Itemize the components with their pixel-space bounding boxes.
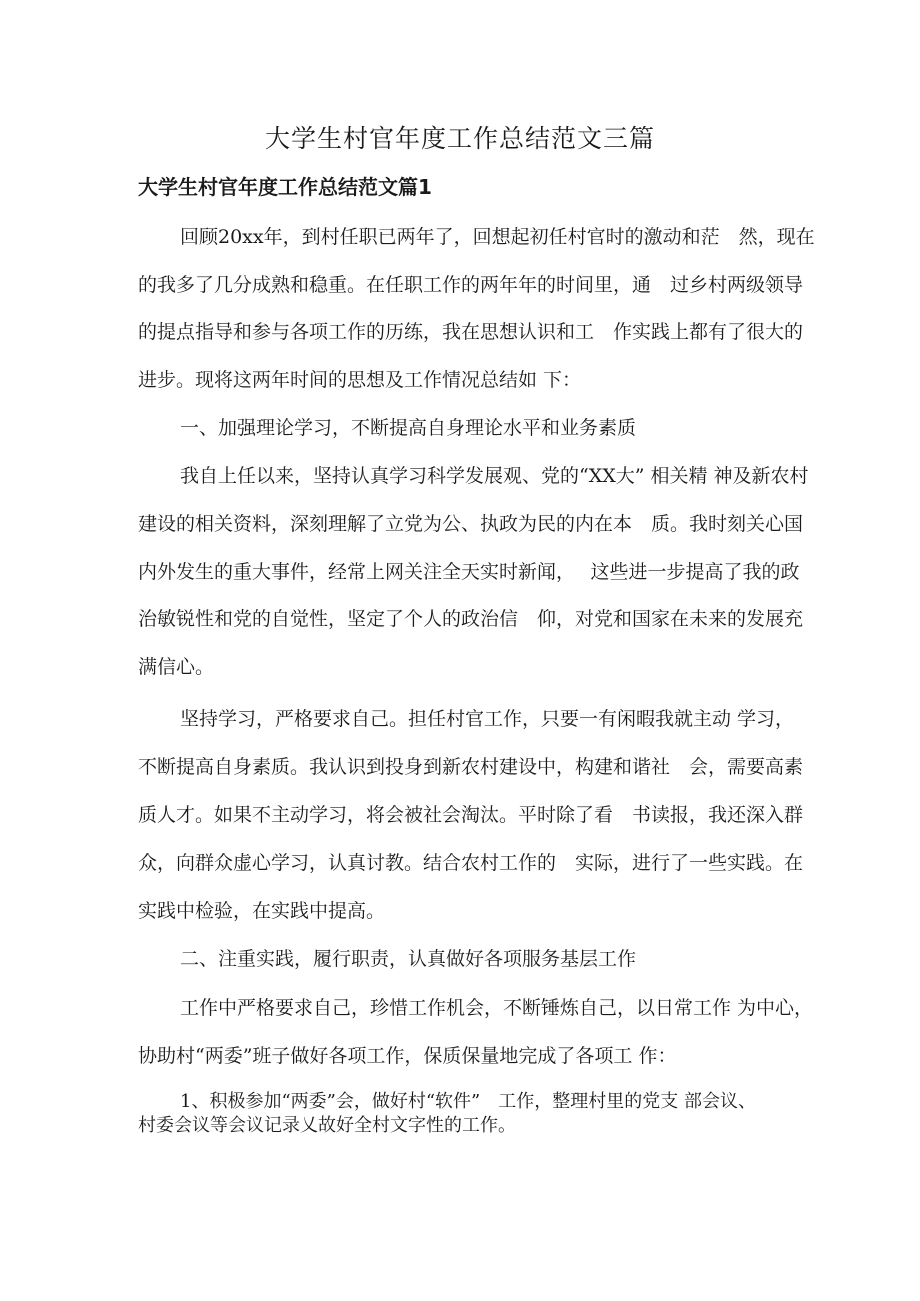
paragraph-line: 回顾20xx年，到村任职已两年了，回想起初任村官时的激动和茫 然，现在 (180, 226, 815, 248)
paragraph-line: 满信心。 (138, 656, 215, 678)
paragraph-line: 1、积极参加“两委”会，做好村“软件” 工作，整理村里的党支 部会议、 (180, 1091, 756, 1112)
paragraph-line: 村委会议等会议记录乂故好全村文字性的工作。 (138, 1115, 516, 1136)
document-title: 大学生村官年度工作总结范文三篇 (264, 124, 655, 153)
paragraph-line: 协助村“两委”班子做好各项工作，保质保量地完成了各项工 作： (138, 1045, 677, 1067)
subsection-heading: 二、注重实践，履行职责，认真做好各项服务基层工作 (180, 948, 637, 970)
paragraph-line: 我自上任以来，坚持认真学习科学发展观、党的“XX大” 相关精 神及新农村 (180, 465, 809, 487)
paragraph-line: 实践中检验，在实践中提高。 (138, 900, 386, 922)
paragraph-line: 不断提高自身素质。我认识到投身到新农村建设中，构建和谐社 会，需要高素 (138, 756, 804, 778)
paragraph-line: 内外发生的重大事件，经常上网关注全天实时新闻， 这些进一步提高了我的政 (138, 561, 800, 583)
paragraph-line: 的提点指导和参与各项工作的历练，我在思想认识和工 作实践上都有了很大的 (138, 321, 804, 343)
subsection-heading: 一、加强理论学习，不断提高自身理论水平和业务素质 (180, 417, 637, 439)
paragraph-line: 坚持学习，严格要求自己。担任村官工作，只要一有闲暇我就主动 学习， (180, 708, 795, 730)
paragraph-line: 众，向群众虚心学习，认真讨教。结合农村工作的 实际，进行了一些实践。在 (138, 852, 804, 874)
paragraph-line: 的我多了几分成熟和稳重。在任职工作的两年年的时间里，通 过乡村两级领导 (138, 274, 804, 296)
paragraph-line: 治敏锐性和党的自觉性，坚定了个人的政治信 仰，对党和国家在未来的发展充 (138, 608, 804, 630)
paragraph-line: 工作中严格要求自己，珍惜工作机会，不断锤炼自己，以日常工作 为中心， (180, 997, 814, 1019)
paragraph-line: 进步。现将这两年时间的思想及工作情况总结如 下： (138, 369, 582, 391)
paragraph-line: 建设的相关资料，深刻理解了立党为公、执政为民的内在本 质。我时刻关心国 (138, 513, 804, 535)
paragraph-line: 质人才。如果不主动学习，将会被社会淘汰。平时除了看 书读报，我还深入群 (138, 804, 804, 826)
section-heading: 大学生村官年度工作总结范文篇1 (138, 175, 432, 199)
